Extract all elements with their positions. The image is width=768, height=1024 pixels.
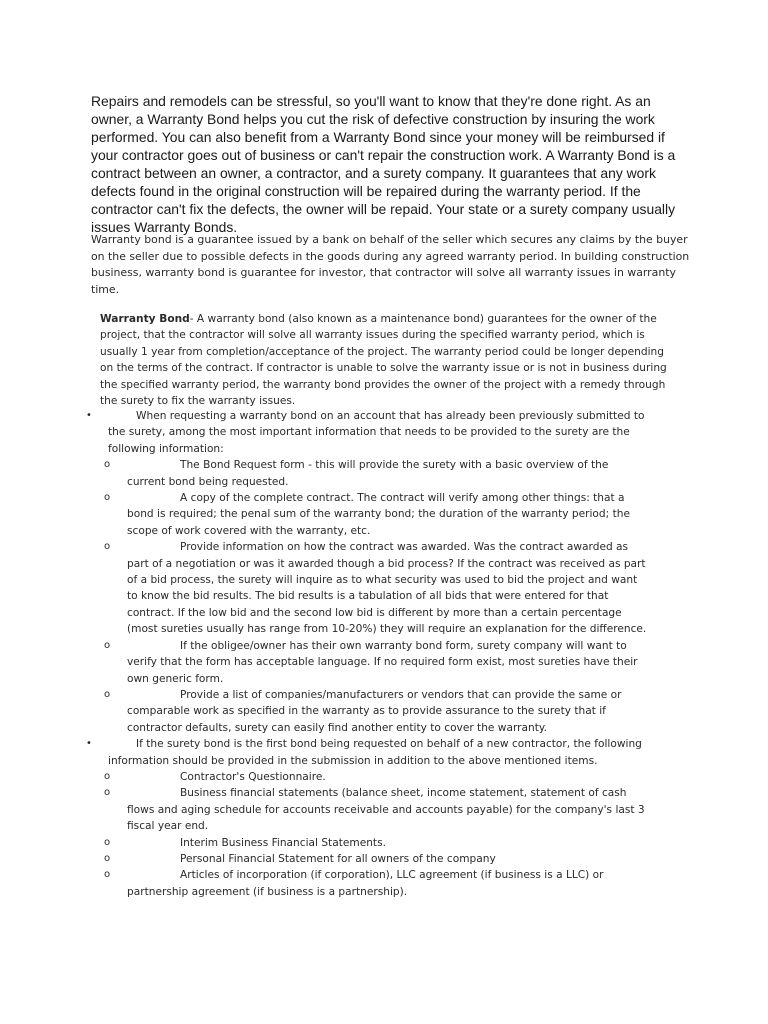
sublist-item [0,769,768,785]
sublist-item [0,638,768,687]
sublist-item [0,835,768,851]
sublist-item-text: A copy of the complete contract. The contract will verify among other things: that a bond is required; the penal sum of the warranty bond; the duration of the warranty period; the scope of work covered with the warranty, etc. [127,492,630,537]
warranty-bond-term: Warranty Bond [100,313,190,325]
requirements-list [0,408,768,900]
sublist-item-text: Contractor's Questionnaire. [180,770,326,783]
sub-marker: o [104,639,111,651]
sub-marker: o [104,541,111,553]
sublist-item [0,687,768,736]
definition-paragraph: Warranty bond is a guarantee issued by a bank on behalf of the seller which secures any claims by the buyer on the seller due to possible defects in the goods during any agreed warranty period. In building construction business, warranty bond is guarantee for investor, that contractor will solve all warranty issues in warranty time. [91,233,690,296]
sub-marker: o [104,688,111,700]
sub-marker: o [104,492,111,504]
list-item-text: If the surety bond is the first bond being requested on behalf of a new contractor, the following information should be provided in the submission in addition to the above mentioned items. [108,738,642,767]
sublist-item-text: Interim Business Financial Statements. [180,836,386,849]
sublist-item-text: Business financial statements (balance sheet, income statement, statement of cash flows and aging schedule for accounts receivable and accounts payable) for the company's last 3 fiscal year end. [127,787,645,833]
sub-marker: o [104,459,111,471]
sublist-item [0,867,768,900]
warranty-bond-paragraph [100,311,674,409]
sublist-item-text: The Bond Request form - this will provide the surety with a basic overview of the current bond being requested. [127,459,609,488]
list-item [0,408,768,736]
sub-marker: o [104,869,111,881]
sublist-item-text: Articles of incorporation (if corporation), LLC agreement (if business is a LLC) or partnership agreement (if business is a partnership). [127,869,604,898]
intro-paragraph: Repairs and remodels can be stressful, so you'll want to know that they're done right. As an owner, a Warranty Bond helps you cut the risk of defective construction by insuring the work performed. You can also benefit from a Warranty Bond since your money will be reimbursed if your contractor goes out of business or can't repair the construction work. A Warranty Bond is a contract between an owner, a contractor, and a surety company. It guarantees that any work defects found in the original construction will be repaired during the warranty period. If the contractor can't fix the defects, the owner will be repaid. Your state or a surety company usually issues Warranty Bonds. [91,93,676,235]
list-item [0,736,768,900]
sublist-item [0,490,768,539]
sub-marker: o [104,852,111,864]
bullet-marker: • [86,410,92,421]
sublist-item-text: Provide a list of companies/manufacturers or vendors that can provide the same or comparable work as specified in the warranty as to provide assurance to the surety that if contractor defaults, surety can easily find another entity to cover the warranty. [127,688,622,734]
sublist-item [0,539,768,637]
sub-marker: o [104,836,111,848]
sublist [0,769,768,900]
sublist [0,457,768,736]
sublist-item [0,457,768,490]
list-item-text: When requesting a warranty bond on an account that has already been previously submitted to the surety, among the most important information that needs to be provided to the surety are the following information: [108,410,645,455]
sub-marker: o [104,787,111,799]
sublist-item-text: Provide information on how the contract was awarded. Was the contract awarded as part of a negotiation or was it awarded though a bid process? If the contract was received as part of a bid process, the surety will inquire as to what security was used to bid the project and want to know the bid results. The bid results is a tabulation of all bids that were entered for that contract. If the low bid and the second low bid is different by more than a certain percentage (most sureties usually has range from 10-20%) they will require an explanation for the difference. [127,541,647,636]
sub-marker: o [104,770,111,782]
sublist-item-text: If the obligee/owner has their own warranty bond form, surety company will want to verify that the form has acceptable language. If no required form exist, most sureties have their own generic form. [127,639,638,685]
sublist-item [0,785,768,834]
bullet-marker: • [86,738,92,750]
warranty-bond-text: - A warranty bond (also known as a maintenance bond) guarantees for the owner of the project, that the contractor will solve all warranty issues during the specified warranty period, which is usually 1 year from completion/acceptance of the project. The warranty period could be longer depending on the terms of the contract. If contractor is unable to solve the warranty issue or is not in business during the specified warranty period, the warranty bond provides the owner of the project with a remedy through the surety to fix the warranty issues. [100,313,667,408]
sublist-item-text: Personal Financial Statement for all owners of the company [180,852,496,865]
sublist-item [0,851,768,867]
